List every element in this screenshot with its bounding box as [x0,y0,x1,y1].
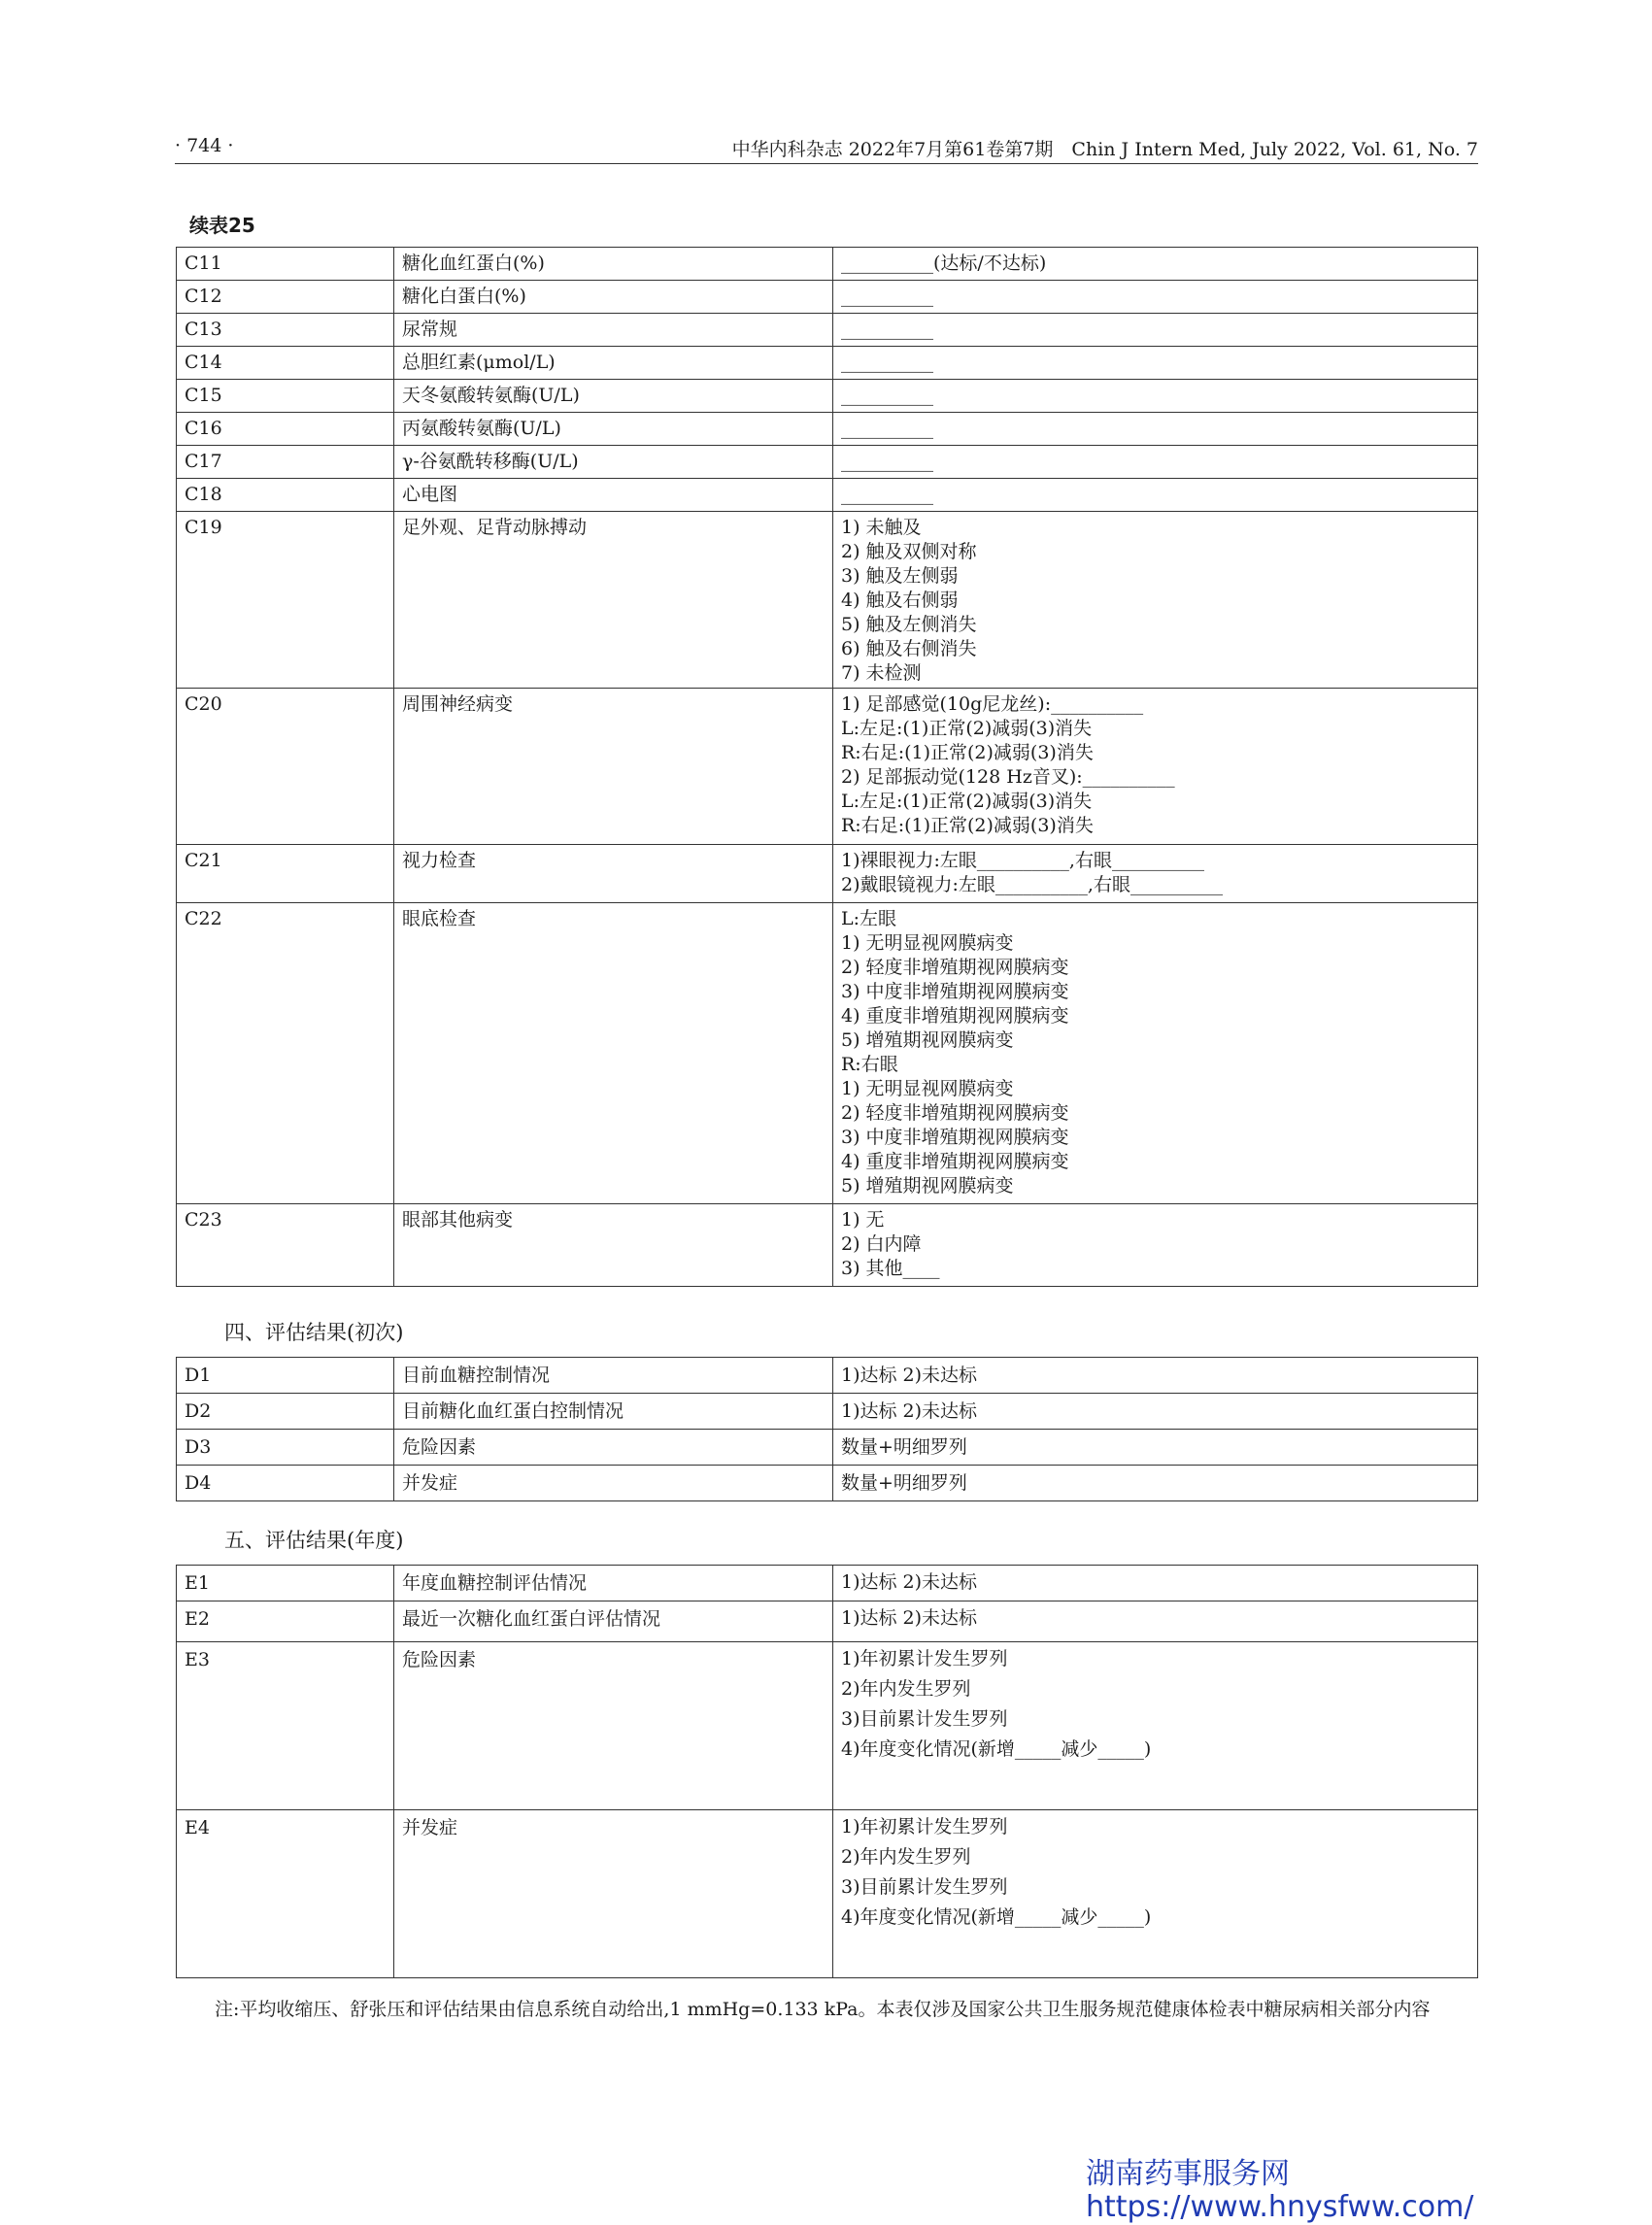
option-line: __________(达标/不达标) [841,253,1047,274]
table-row [177,347,1478,380]
page-header [175,132,1478,164]
table-row [177,903,1478,1204]
journal-running-head: 中华内科杂志 2022年7月第61卷第7期 Chin J Intern Med, July 2022, Vol. 61, No. 7 [731,139,1478,160]
e-content-cell [833,1642,1478,1810]
table-row [177,446,1478,479]
table-row [177,1394,1478,1430]
c-content-cell [833,446,1478,479]
option-line: 4)年度变化情况(新增_____减少_____) [841,1906,1152,1928]
table-row [177,281,1478,314]
c-code-cell: C11 [177,248,394,281]
table-e-annual-assessment [176,1565,1478,1978]
c-content-cell [833,903,1478,1204]
c-code-cell: C21 [177,845,394,903]
table-c-exam-items [176,247,1478,1287]
watermark [1086,2158,1473,2224]
e-code-cell: E4 [177,1810,394,1978]
option-line: 5) 触及左侧消失 [841,614,977,635]
c-content-cell [833,845,1478,903]
option-line: 3)目前累计发生罗列 [841,1708,1008,1730]
section-title-initial-assessment: 四、评估结果(初次) [224,1321,404,1344]
c-code-cell: C19 [177,512,394,689]
table-row [177,1204,1478,1287]
option-line: __________ [841,451,933,472]
c-item-cell: 天冬氨酸转氨酶(U/L) [394,380,833,413]
c-item-cell: γ-谷氨酰转移酶(U/L) [394,446,833,479]
c-code-cell: C23 [177,1204,394,1287]
c-item-cell: 糖化血红蛋白(%) [394,248,833,281]
c-content-cell [833,512,1478,689]
c-code-cell: C17 [177,446,394,479]
e-code-cell: E2 [177,1601,394,1642]
c-content-cell [833,380,1478,413]
table-row [177,845,1478,903]
c-item-cell: 周围神经病变 [394,689,833,845]
d-code-cell: D3 [177,1430,394,1466]
e-item-cell: 危险因素 [394,1642,833,1810]
option-line: 1) 无明显视网膜病变 [841,932,1014,954]
page-number: · 744 · [175,135,234,156]
c-code-cell: C16 [177,413,394,446]
option-line: 3) 触及左侧弱 [841,565,959,587]
e-content-cell [833,1601,1478,1642]
c-content-cell [833,413,1478,446]
table-row [177,1430,1478,1466]
option-line: 2)戴眼镜视力:左眼__________,右眼__________ [841,874,1223,895]
c-content-cell [833,281,1478,314]
table-row [177,689,1478,845]
table-row [177,479,1478,512]
d-item-cell: 危险因素 [394,1430,833,1466]
option-line: R:右足:(1)正常(2)减弱(3)消失 [841,742,1094,763]
c-item-cell: 眼部其他病变 [394,1204,833,1287]
table-footnote: 注:平均收缩压、舒张压和评估结果由信息系统自动给出,1 mmHg=0.133 kPa。本表仅涉及国家公共卫生服务规范健康体检表中糖尿病相关部分内容 [215,1999,1431,2020]
c-item-cell: 尿常规 [394,314,833,347]
watermark-url: https://www.hnysfww.com/ [1086,2190,1474,2224]
table-row [177,1566,1478,1601]
option-line: 3)目前累计发生罗列 [841,1876,1008,1898]
option-line: __________ [841,286,933,307]
c-content-cell [833,1204,1478,1287]
c-code-cell: C20 [177,689,394,845]
d-item-cell: 目前糖化血红蛋白控制情况 [394,1394,833,1430]
option-line: __________ [841,418,933,439]
option-line: 1)达标 2)未达标 [841,1571,978,1593]
option-line: 1)年初累计发生罗列 [841,1816,1008,1837]
c-code-cell: C12 [177,281,394,314]
option-line: R:右足:(1)正常(2)减弱(3)消失 [841,815,1094,836]
c-code-cell: C13 [177,314,394,347]
option-line: L:左足:(1)正常(2)减弱(3)消失 [841,791,1093,812]
option-line: __________ [841,352,933,373]
table-continued-label: 续表25 [189,214,255,237]
table-d-initial-assessment [176,1357,1478,1501]
option-line: 1)达标 2)未达标 [841,1365,978,1386]
table-row [177,380,1478,413]
d-content-cell [833,1358,1478,1394]
table-row [177,1642,1478,1810]
option-line: 7) 未检测 [841,662,922,684]
option-line: 3) 中度非增殖期视网膜病变 [841,1127,1069,1148]
option-line: __________ [841,319,933,340]
section-title-annual-assessment: 五、评估结果(年度) [224,1529,404,1552]
e-item-cell: 最近一次糖化血红蛋白评估情况 [394,1601,833,1642]
option-line: 1)达标 2)未达标 [841,1607,978,1629]
option-line: L:左眼 [841,908,897,929]
table-row [177,1358,1478,1394]
d-code-cell: D2 [177,1394,394,1430]
c-item-cell: 丙氨酸转氨酶(U/L) [394,413,833,446]
c-content-cell [833,479,1478,512]
c-code-cell: C18 [177,479,394,512]
d-item-cell: 目前血糖控制情况 [394,1358,833,1394]
c-item-cell: 总胆红素(μmol/L) [394,347,833,380]
option-line: 1)裸眼视力:左眼__________,右眼__________ [841,850,1204,871]
c-item-cell: 视力检查 [394,845,833,903]
option-line: 1) 无明显视网膜病变 [841,1078,1014,1099]
d-code-cell: D1 [177,1358,394,1394]
d-code-cell: D4 [177,1466,394,1501]
d-content-cell [833,1466,1478,1501]
e-content-cell [833,1566,1478,1601]
option-line: 4) 重度非增殖期视网膜病变 [841,1005,1069,1027]
c-item-cell: 足外观、足背动脉搏动 [394,512,833,689]
c-content-cell [833,347,1478,380]
table-row [177,1466,1478,1501]
c-code-cell: C15 [177,380,394,413]
d-content-cell [833,1430,1478,1466]
option-line: 2) 白内障 [841,1233,922,1255]
option-line: __________ [841,385,933,406]
table-row [177,314,1478,347]
table-row [177,1601,1478,1642]
table-row [177,413,1478,446]
option-line: 4) 触及右侧弱 [841,590,959,611]
option-line: 3) 中度非增殖期视网膜病变 [841,981,1069,1002]
table-row [177,248,1478,281]
c-code-cell: C22 [177,903,394,1204]
option-line: 1) 未触及 [841,517,922,538]
option-line: 6) 触及右侧消失 [841,638,977,659]
option-line: 1) 足部感觉(10g尼龙丝):__________ [841,693,1144,715]
option-line: 4) 重度非增殖期视网膜病变 [841,1151,1069,1172]
e-code-cell: E3 [177,1642,394,1810]
watermark-site-name: 湖南药事服务网 [1086,2157,1290,2191]
option-line: 3) 其他____ [841,1258,940,1279]
option-line: 2) 触及双侧对称 [841,541,977,562]
c-content-cell [833,248,1478,281]
c-item-cell: 心电图 [394,479,833,512]
option-line: 数量+明细罗列 [841,1472,967,1494]
option-line: 2) 足部振动觉(128 Hz音叉):__________ [841,766,1175,788]
d-content-cell [833,1394,1478,1430]
table-row [177,1810,1478,1978]
e-item-cell: 并发症 [394,1810,833,1978]
option-line: 1)年初累计发生罗列 [841,1648,1008,1669]
d-item-cell: 并发症 [394,1466,833,1501]
c-content-cell [833,689,1478,845]
c-content-cell [833,314,1478,347]
option-line: 5) 增殖期视网膜病变 [841,1029,1014,1051]
option-line: L:左足:(1)正常(2)减弱(3)消失 [841,718,1093,739]
option-line: 2)年内发生罗列 [841,1678,971,1700]
e-item-cell: 年度血糖控制评估情况 [394,1566,833,1601]
e-code-cell: E1 [177,1566,394,1601]
c-code-cell: C14 [177,347,394,380]
option-line: 1) 无 [841,1209,885,1230]
table-row [177,512,1478,689]
option-line: 4)年度变化情况(新增_____减少_____) [841,1738,1152,1760]
option-line: R:右眼 [841,1054,898,1075]
option-line: 2)年内发生罗列 [841,1846,971,1868]
option-line: 2) 轻度非增殖期视网膜病变 [841,1102,1069,1124]
option-line: 数量+明细罗列 [841,1436,967,1458]
e-content-cell [833,1810,1478,1978]
c-item-cell: 糖化白蛋白(%) [394,281,833,314]
c-item-cell: 眼底检查 [394,903,833,1204]
option-line: 1)达标 2)未达标 [841,1400,978,1422]
option-line: __________ [841,484,933,505]
option-line: 2) 轻度非增殖期视网膜病变 [841,957,1069,978]
option-line: 5) 增殖期视网膜病变 [841,1175,1014,1197]
